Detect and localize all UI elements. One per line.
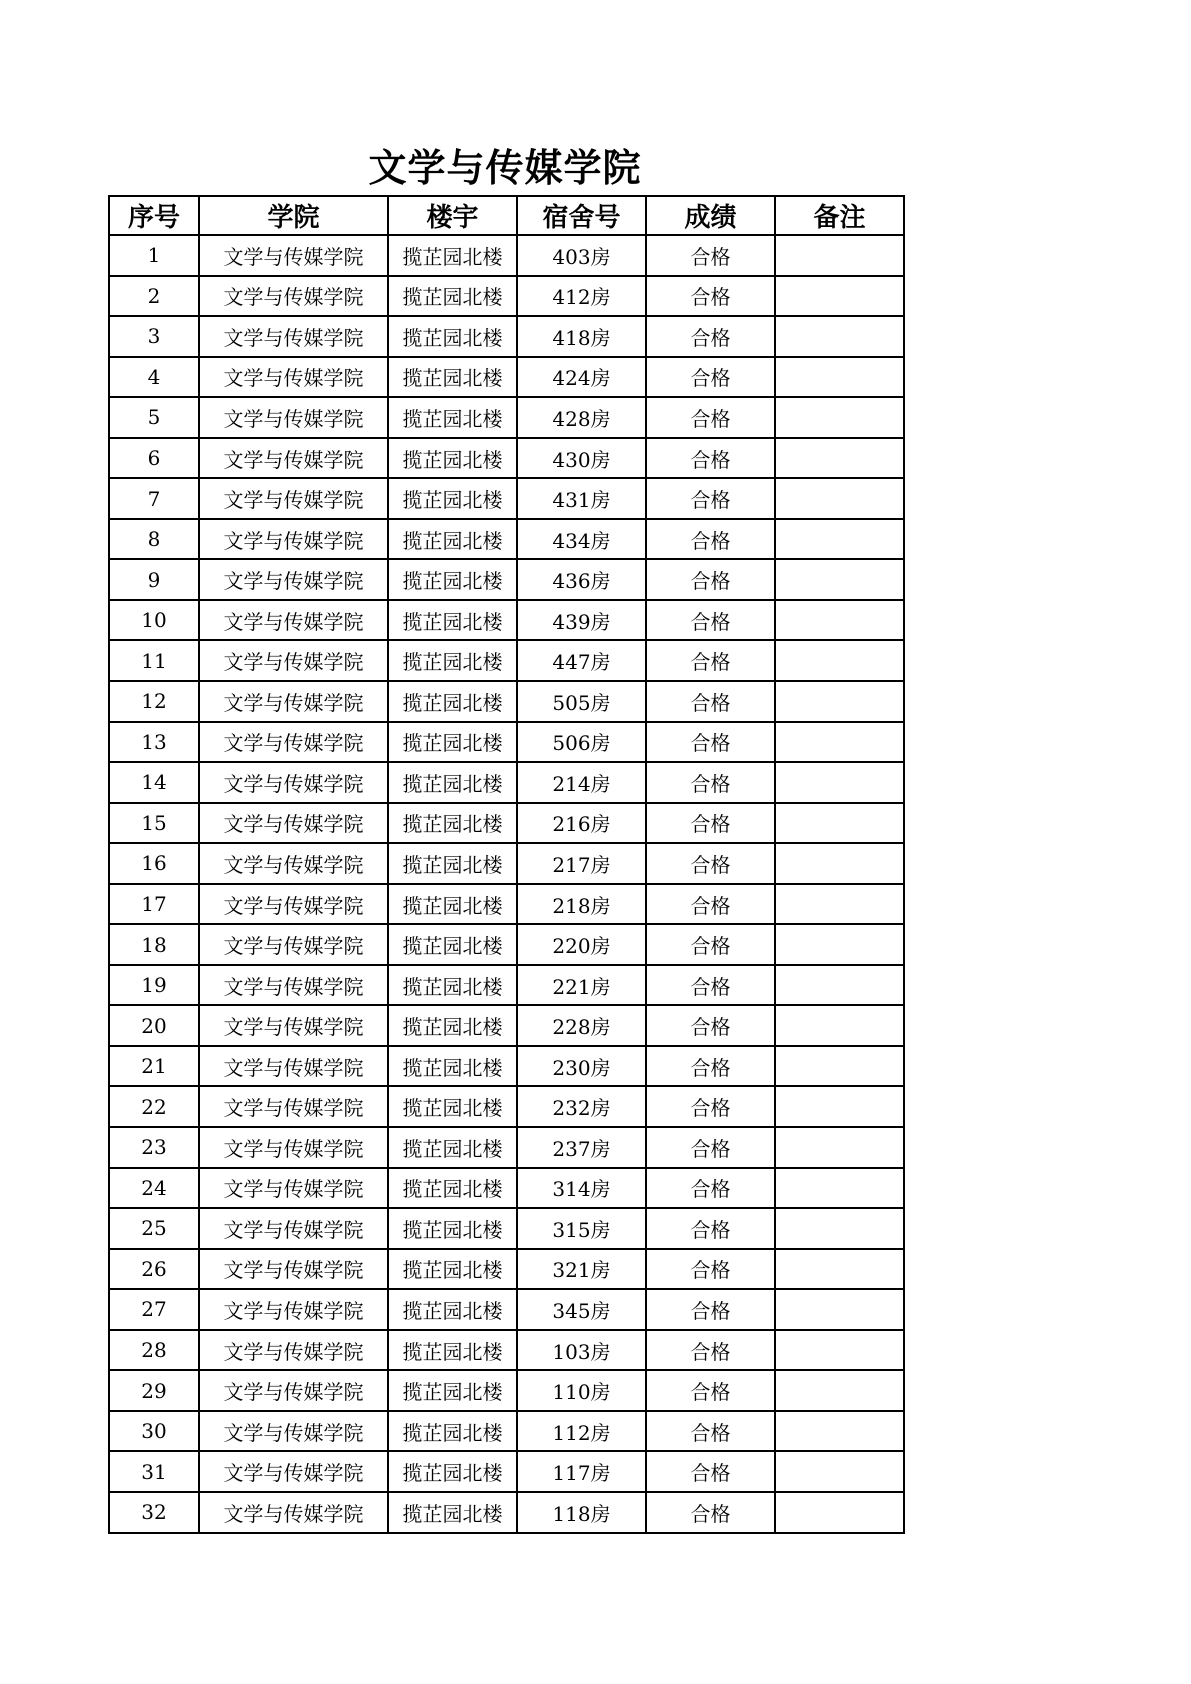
cell-college: 文学与传媒学院 [199,316,388,357]
cell-room: 439房 [517,600,646,641]
cell-building: 揽芷园北楼 [388,640,517,681]
cell-room: 403房 [517,235,646,276]
cell-remarks [775,722,904,763]
cell-college: 文学与传媒学院 [199,1289,388,1330]
table-row [109,1370,904,1411]
cell-room: 314房 [517,1168,646,1209]
cell-college: 文学与传媒学院 [199,681,388,722]
table-row [109,600,904,641]
cell-remarks [775,519,904,560]
cell-index: 25 [109,1208,199,1249]
table-row [109,1289,904,1330]
cell-college: 文学与传媒学院 [199,438,388,479]
cell-index: 29 [109,1370,199,1411]
table-row [109,884,904,925]
table-row [109,722,904,763]
cell-remarks [775,478,904,519]
cell-remarks [775,559,904,600]
cell-result: 合格 [646,1330,775,1371]
cell-building: 揽芷园北楼 [388,1086,517,1127]
table-header-row [109,196,904,235]
cell-college: 文学与传媒学院 [199,1249,388,1290]
cell-index: 4 [109,357,199,398]
cell-index: 31 [109,1451,199,1492]
cell-college: 文学与传媒学院 [199,519,388,560]
table-row [109,762,904,803]
cell-remarks [775,316,904,357]
cell-college: 文学与传媒学院 [199,722,388,763]
cell-college: 文学与传媒学院 [199,478,388,519]
cell-index: 15 [109,803,199,844]
cell-room: 103房 [517,1330,646,1371]
cell-index: 2 [109,276,199,317]
cell-result: 合格 [646,681,775,722]
table-row [109,681,904,722]
cell-room: 345房 [517,1289,646,1330]
cell-remarks [775,803,904,844]
cell-college: 文学与传媒学院 [199,1046,388,1087]
cell-building: 揽芷园北楼 [388,681,517,722]
cell-index: 24 [109,1168,199,1209]
cell-index: 9 [109,559,199,600]
cell-room: 436房 [517,559,646,600]
cell-result: 合格 [646,722,775,763]
table-row [109,965,904,1006]
cell-room: 110房 [517,1370,646,1411]
cell-building: 揽芷园北楼 [388,1492,517,1533]
table-row [109,1411,904,1452]
cell-result: 合格 [646,640,775,681]
cell-college: 文学与传媒学院 [199,1208,388,1249]
cell-building: 揽芷园北楼 [388,843,517,884]
cell-room: 447房 [517,640,646,681]
cell-room: 315房 [517,1208,646,1249]
cell-remarks [775,397,904,438]
cell-remarks [775,640,904,681]
table-row [109,1086,904,1127]
cell-result: 合格 [646,1492,775,1533]
cell-building: 揽芷园北楼 [388,1127,517,1168]
cell-building: 揽芷园北楼 [388,1411,517,1452]
cell-result: 合格 [646,924,775,965]
column-header-index: 序号 [109,196,199,235]
cell-remarks [775,1046,904,1087]
cell-college: 文学与传媒学院 [199,1411,388,1452]
cell-building: 揽芷园北楼 [388,1168,517,1209]
cell-building: 揽芷园北楼 [388,965,517,1006]
cell-room: 430房 [517,438,646,479]
cell-college: 文学与传媒学院 [199,843,388,884]
table-row [109,640,904,681]
cell-remarks [775,843,904,884]
cell-building: 揽芷园北楼 [388,235,517,276]
cell-building: 揽芷园北楼 [388,438,517,479]
column-header-remarks: 备注 [775,196,904,235]
cell-result: 合格 [646,1451,775,1492]
cell-college: 文学与传媒学院 [199,1492,388,1533]
cell-result: 合格 [646,1289,775,1330]
table-row [109,519,904,560]
cell-building: 揽芷园北楼 [388,1289,517,1330]
table-body [109,235,904,1533]
cell-building: 揽芷园北楼 [388,316,517,357]
cell-room: 118房 [517,1492,646,1533]
cell-college: 文学与传媒学院 [199,1168,388,1209]
cell-index: 30 [109,1411,199,1452]
cell-college: 文学与传媒学院 [199,397,388,438]
cell-building: 揽芷园北楼 [388,1005,517,1046]
cell-remarks [775,1249,904,1290]
page-title: 文学与传媒学院 [368,146,642,190]
cell-room: 217房 [517,843,646,884]
cell-college: 文学与传媒学院 [199,1330,388,1371]
cell-building: 揽芷园北楼 [388,1249,517,1290]
cell-building: 揽芷园北楼 [388,1208,517,1249]
table-row [109,1046,904,1087]
cell-college: 文学与传媒学院 [199,640,388,681]
cell-building: 揽芷园北楼 [388,884,517,925]
cell-building: 揽芷园北楼 [388,1370,517,1411]
cell-remarks [775,1289,904,1330]
table-row [109,357,904,398]
cell-remarks [775,600,904,641]
cell-result: 合格 [646,1370,775,1411]
cell-index: 17 [109,884,199,925]
cell-index: 14 [109,762,199,803]
cell-building: 揽芷园北楼 [388,762,517,803]
column-header-building: 楼宇 [388,196,517,235]
cell-remarks [775,965,904,1006]
cell-result: 合格 [646,1046,775,1087]
cell-remarks [775,357,904,398]
cell-index: 19 [109,965,199,1006]
cell-index: 16 [109,843,199,884]
cell-college: 文学与传媒学院 [199,1370,388,1411]
cell-college: 文学与传媒学院 [199,965,388,1006]
cell-room: 220房 [517,924,646,965]
cell-index: 13 [109,722,199,763]
cell-building: 揽芷园北楼 [388,397,517,438]
table-row [109,276,904,317]
cell-building: 揽芷园北楼 [388,519,517,560]
column-header-room: 宿舍号 [517,196,646,235]
table-row [109,316,904,357]
table-row [109,1127,904,1168]
cell-building: 揽芷园北楼 [388,478,517,519]
cell-index: 11 [109,640,199,681]
table-row [109,1492,904,1533]
cell-building: 揽芷园北楼 [388,924,517,965]
cell-index: 3 [109,316,199,357]
cell-remarks [775,762,904,803]
cell-building: 揽芷园北楼 [388,1330,517,1371]
cell-remarks [775,1492,904,1533]
cell-index: 20 [109,1005,199,1046]
column-header-result: 成绩 [646,196,775,235]
cell-room: 228房 [517,1005,646,1046]
cell-building: 揽芷园北楼 [388,1046,517,1087]
cell-building: 揽芷园北楼 [388,357,517,398]
cell-index: 22 [109,1086,199,1127]
cell-index: 26 [109,1249,199,1290]
cell-room: 424房 [517,357,646,398]
cell-remarks [775,1330,904,1371]
table-row [109,924,904,965]
cell-result: 合格 [646,843,775,884]
cell-building: 揽芷园北楼 [388,600,517,641]
table-row [109,235,904,276]
cell-college: 文学与传媒学院 [199,884,388,925]
table-row [109,1330,904,1371]
cell-college: 文学与传媒学院 [199,762,388,803]
cell-room: 505房 [517,681,646,722]
table-row [109,559,904,600]
cell-college: 文学与传媒学院 [199,559,388,600]
cell-result: 合格 [646,357,775,398]
cell-room: 506房 [517,722,646,763]
dormitory-table [108,195,905,1534]
cell-room: 428房 [517,397,646,438]
table-row [109,803,904,844]
cell-result: 合格 [646,559,775,600]
cell-room: 216房 [517,803,646,844]
cell-result: 合格 [646,1168,775,1209]
cell-remarks [775,1370,904,1411]
cell-result: 合格 [646,884,775,925]
table-row [109,478,904,519]
cell-college: 文学与传媒学院 [199,1451,388,1492]
cell-room: 321房 [517,1249,646,1290]
cell-college: 文学与传媒学院 [199,1086,388,1127]
cell-building: 揽芷园北楼 [388,276,517,317]
table-row [109,1005,904,1046]
table-row [109,843,904,884]
cell-college: 文学与传媒学院 [199,357,388,398]
table-row [109,1451,904,1492]
cell-remarks [775,884,904,925]
cell-remarks [775,1451,904,1492]
cell-remarks [775,1411,904,1452]
cell-remarks [775,924,904,965]
cell-result: 合格 [646,1411,775,1452]
cell-remarks [775,438,904,479]
cell-college: 文学与传媒学院 [199,1005,388,1046]
cell-index: 28 [109,1330,199,1371]
cell-remarks [775,1127,904,1168]
cell-index: 8 [109,519,199,560]
table-row [109,1168,904,1209]
cell-room: 221房 [517,965,646,1006]
table-row [109,397,904,438]
cell-remarks [775,1168,904,1209]
cell-room: 431房 [517,478,646,519]
cell-remarks [775,681,904,722]
cell-room: 112房 [517,1411,646,1452]
column-header-college: 学院 [199,196,388,235]
cell-college: 文学与传媒学院 [199,924,388,965]
cell-building: 揽芷园北楼 [388,722,517,763]
cell-remarks [775,1086,904,1127]
cell-room: 117房 [517,1451,646,1492]
cell-room: 218房 [517,884,646,925]
cell-college: 文学与传媒学院 [199,600,388,641]
cell-room: 232房 [517,1086,646,1127]
cell-college: 文学与传媒学院 [199,235,388,276]
cell-room: 214房 [517,762,646,803]
cell-college: 文学与传媒学院 [199,803,388,844]
cell-remarks [775,1208,904,1249]
cell-index: 1 [109,235,199,276]
cell-result: 合格 [646,803,775,844]
cell-index: 32 [109,1492,199,1533]
cell-result: 合格 [646,762,775,803]
cell-index: 27 [109,1289,199,1330]
cell-result: 合格 [646,965,775,1006]
cell-room: 418房 [517,316,646,357]
cell-result: 合格 [646,1249,775,1290]
cell-index: 5 [109,397,199,438]
cell-room: 434房 [517,519,646,560]
cell-index: 21 [109,1046,199,1087]
cell-result: 合格 [646,1005,775,1046]
cell-result: 合格 [646,600,775,641]
cell-result: 合格 [646,1127,775,1168]
cell-index: 18 [109,924,199,965]
cell-result: 合格 [646,519,775,560]
cell-index: 10 [109,600,199,641]
table-row [109,1249,904,1290]
cell-result: 合格 [646,235,775,276]
cell-remarks [775,1005,904,1046]
cell-index: 7 [109,478,199,519]
cell-building: 揽芷园北楼 [388,803,517,844]
cell-result: 合格 [646,1086,775,1127]
cell-result: 合格 [646,438,775,479]
cell-room: 237房 [517,1127,646,1168]
cell-building: 揽芷园北楼 [388,559,517,600]
cell-room: 230房 [517,1046,646,1087]
cell-remarks [775,235,904,276]
cell-result: 合格 [646,478,775,519]
cell-room: 412房 [517,276,646,317]
cell-remarks [775,276,904,317]
cell-college: 文学与传媒学院 [199,276,388,317]
cell-result: 合格 [646,1208,775,1249]
cell-result: 合格 [646,276,775,317]
cell-result: 合格 [646,397,775,438]
cell-index: 12 [109,681,199,722]
cell-college: 文学与传媒学院 [199,1127,388,1168]
cell-index: 6 [109,438,199,479]
cell-result: 合格 [646,316,775,357]
cell-index: 23 [109,1127,199,1168]
table-row [109,1208,904,1249]
cell-building: 揽芷园北楼 [388,1451,517,1492]
table-row [109,438,904,479]
